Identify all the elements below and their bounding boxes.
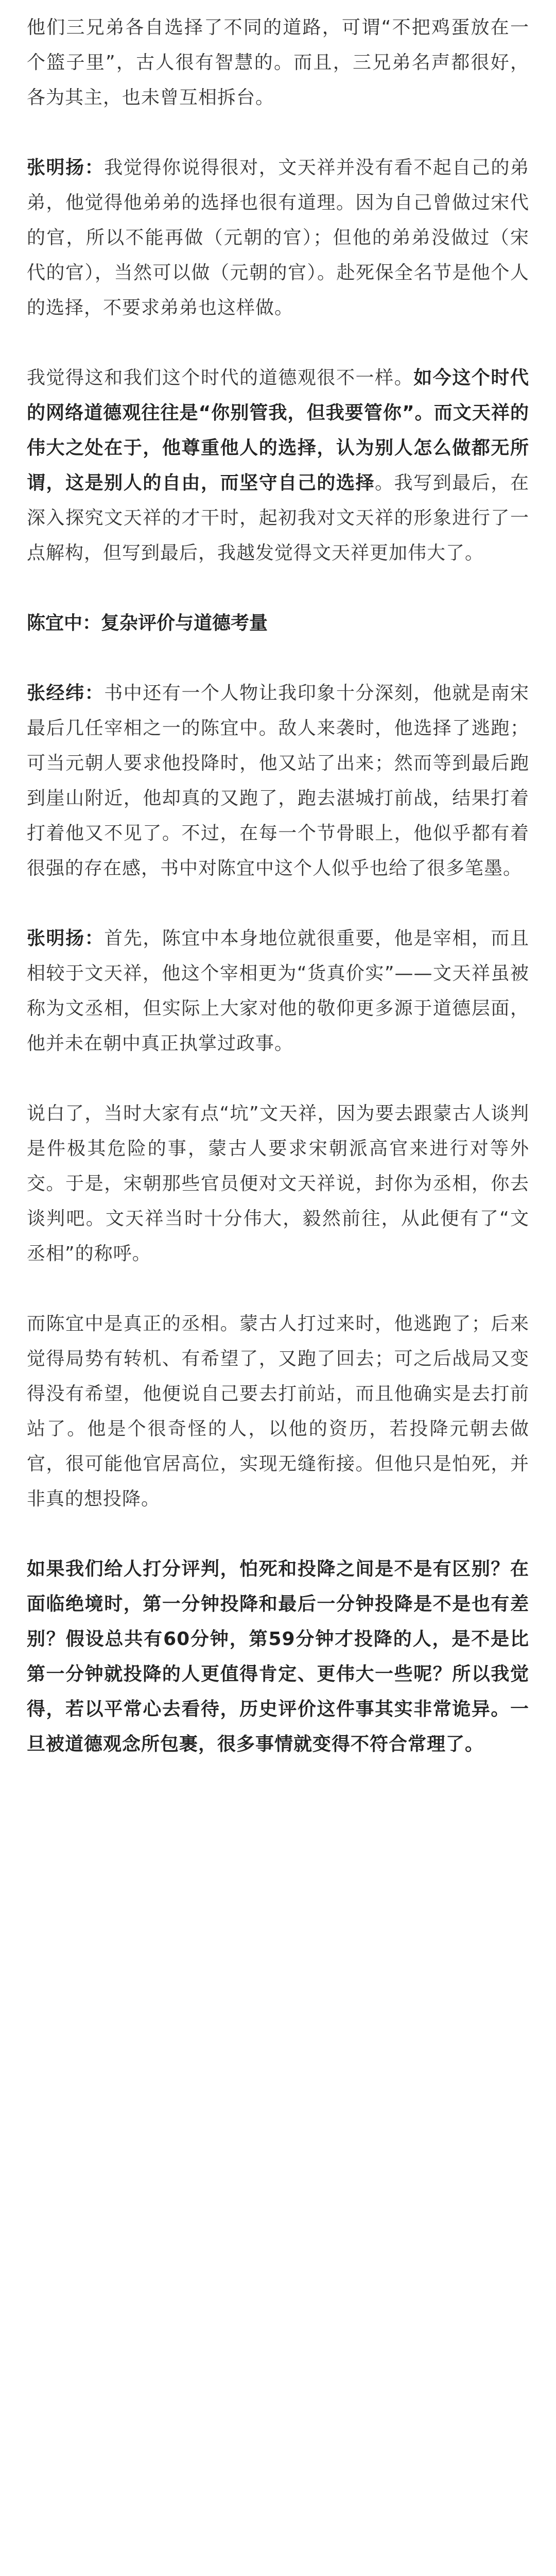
- body-text: 。我写到最后，在深入探究文天祥的才干时，起初我对文天祥的形象进行了一点解构，但写到最后，我越发觉得文天祥更加伟大了。: [27, 472, 529, 564]
- speaker-name: 张明扬：: [27, 928, 105, 949]
- article-paragraph: [27, 361, 529, 571]
- article-body: [27, 10, 529, 1797]
- body-text: 首先，陈宜中本身地位就很重要，他是宰相，而且相较于文天祥，他这个宰相更为“货真价实”——文天祥虽被称为文丞相，但实际上大家对他的敬仰更多源于道德层面，他并未在朝中真正执掌过政事。: [27, 928, 529, 1054]
- article-paragraph: [27, 921, 529, 1061]
- article-paragraph: [27, 676, 529, 886]
- bold-text: 如今这个时代的网络道德观往往是“你别管我，但我要管你”。而文天祥的伟大之处在于，他尊重他人的选择，认为别人怎么做都无所谓，这是别人的自由，而坚守自己的选择: [27, 367, 529, 494]
- body-text: 书中还有一个人物让我印象十分深刻，他就是南宋最后几任宰相之一的陈宜中。敌人来袭时，他选择了逃跑；可当元朝人要求他投降时，他又站了出来；然而等到最后跑到崖山附近，他却真的又跑了，跑去湛城打前战，结果打着打着他又不见了。不过，在每一个节骨眼上，他似乎都有着很强的存在感，书中对陈宜中这个人似乎也给了很多笔墨。: [27, 683, 529, 879]
- article-paragraph: [27, 1307, 529, 1517]
- body-text: 我觉得这和我们这个时代的道德观很不一样。: [27, 367, 414, 388]
- article-paragraph: [27, 1552, 529, 1762]
- article-paragraph: [27, 1096, 529, 1272]
- body-text: 而陈宜中是真正的丞相。蒙古人打过来时，他逃跑了；后来觉得局势有转机、有希望了，又跑了回去；可之后战局又变得没有希望，他便说自己要去打前站，而且他确实是去打前站了。他是个很奇怪的人，以他的资历，若投降元朝去做官，很可能他官居高位，实现无缝衔接。但他只是怕死，并非真的想投降。: [27, 1313, 529, 1510]
- body-text: 他们三兄弟各自选择了不同的道路，可谓“不把鸡蛋放在一个篮子里”，古人很有智慧的。而且，三兄弟名声都很好，各为其主，也未曾互相拆台。: [27, 17, 529, 108]
- article-paragraph: [27, 150, 529, 326]
- bold-text: 如果我们给人打分评判，怕死和投降之间是不是有区别？在面临绝境时，第一分钟投降和最后一分钟投降是不是也有差别？假设总共有60分钟，第59分钟才投降的人，是不是比第一分钟就投降的人更值得肯定、更伟大一些呢？所以我觉得，若以平常心去看待，历史评价这件事其实非常诡异。一旦被道德观念所包裹，很多事情就变得不符合常理了。: [27, 1558, 529, 1755]
- section-heading: 陈宜中：复杂评价与道德考量: [27, 613, 268, 634]
- speaker-name: 张明扬：: [27, 157, 105, 178]
- body-text: 说白了，当时大家有点“坑”文天祥，因为要去跟蒙古人谈判是件极其危险的事，蒙古人要求宋朝派高官来进行对等外交。于是，宋朝那些官员便对文天祥说，封你为丞相，你去谈判吧。文天祥当时十分伟大，毅然前往，从此便有了“文丞相”的称呼。: [27, 1103, 529, 1264]
- speaker-name: 张经纬：: [27, 683, 105, 704]
- article-paragraph: [27, 10, 529, 115]
- body-text: 我觉得你说得很对，文天祥并没有看不起自己的弟弟，他觉得他弟弟的选择也很有道理。因为自己曾做过宋代的官，所以不能再做（元朝的官）；但他的弟弟没做过（宋代的官），当然可以做（元朝的官）。赴死保全名节是他个人的选择，不要求弟弟也这样做。: [27, 157, 529, 318]
